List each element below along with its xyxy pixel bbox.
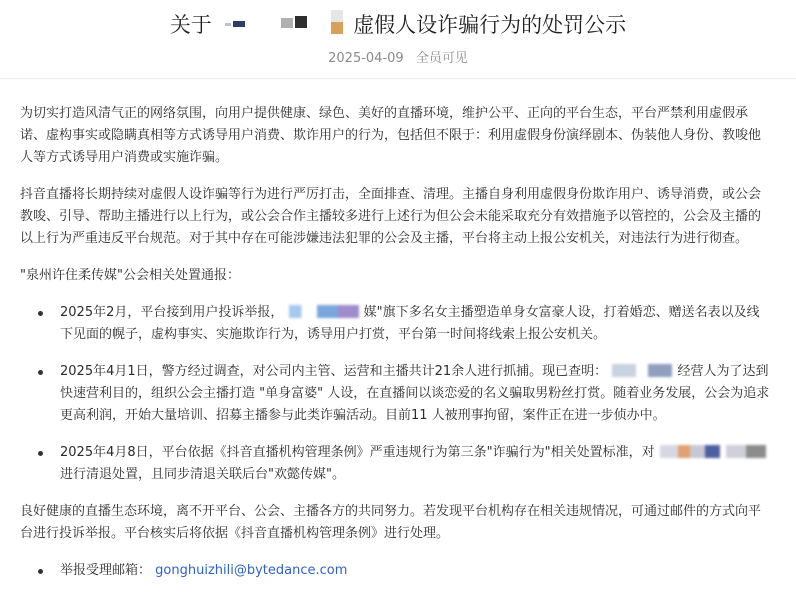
email-label: 举报受理邮箱： — [60, 563, 152, 578]
publish-date: 2025-04-09 — [328, 51, 404, 66]
redacted-name — [726, 445, 766, 458]
bullet-dot — [38, 370, 43, 375]
bullet-dot — [38, 569, 43, 574]
redacted-name — [660, 445, 720, 458]
redacted-name — [289, 305, 359, 318]
article-body — [20, 103, 772, 597]
list-item: 2025年2月，平台接到用户投诉举报， 媒"旗下多名女主播塑造单身女富豪人设，打着婚恋、赠送名表以及线下见面的幌子，虚构事实、实施欺诈行为，诱导用户打赏，平台第一时间将线索上报公安机关。 — [20, 302, 772, 346]
list-item: 2025年4月8日，平台依据《抖音直播机构管理条例》严重违规行为第三条"诈骗行为"相关处置标准，对 进行清退处置，且同步清退关联后台"欢懿传媒"。 — [20, 442, 772, 486]
paragraph-notice-heading: "泉州许住柔传媒"公会相关处置通报： — [20, 268, 240, 283]
visibility-label: 全员可见 — [415, 51, 468, 66]
paragraph-intro: 为切实打造风清气正的网络氛围，向用户提供健康、绿色、美好的直播环境，维护公平、正向的平台生态，平台严禁利用虚假承诺、虚构事实或隐瞒真相等方式诱导用户消费、欺诈用户的行为，包括但不限于：利用虚假身份演绎剧本、伪装他人身份、教唆他人等方式诱导用户消费或实施诈骗。 — [20, 106, 762, 165]
header-divider — [0, 78, 796, 79]
notice-list — [20, 302, 772, 486]
bullet-dot — [38, 451, 43, 456]
paragraph-closing: 良好健康的直播生态环境，离不开平台、公会、主播各方的共同努力。若发现平台机构存在相关违规情况，可通过邮件的方式向平台进行投诉举报。平台核实后将依据《抖音直播机构管理条例》进行处理。 — [20, 504, 762, 541]
title-prefix: 关于 — [169, 13, 212, 37]
article-title — [0, 8, 796, 38]
redacted-name — [612, 364, 672, 377]
paragraph-crackdown: 抖音直播将长期持续对虚假人设诈骗等行为进行严厉打击，全面排查、清理。主播自身利用虚假身份欺诈用户、诱导消费，或公会教唆、引导、帮助主播进行以上行为，或公会合作主播较多进行上述行为但公会未能采取充分有效措施予以管控的，公会及主播的以上行为严重违反平台规范。对于其中存在可能涉嫌违法犯罪的公会及主播，平台将主动上报公安机关，对违法行为进行彻查。 — [20, 187, 762, 246]
list-item: 2025年4月1日，警方经过调查，对公司内主管、运营和主播共计21余人进行抓捕。现已查明： 经营人为了达到快速营利目的，组织公会主播打造 "单身富婆" 人设，在直播间以谈恋爱的名义骗取男粉丝打赏。随着业务发展，公会为追求更高利润，开始大量培训、招募主播参与此类诈骗活动。目前11 人被刑事拘留，案件正在进一步侦办中。 — [20, 361, 772, 427]
title-redaction — [219, 8, 347, 44]
list-item — [20, 560, 772, 582]
title-suffix: 虚假人设诈骗行为的处罚公示 — [353, 13, 627, 37]
article-meta — [0, 47, 796, 66]
contact-list — [20, 560, 772, 582]
report-email-link[interactable]: gonghuizhili@bytedance.com — [155, 563, 348, 578]
bullet-dot — [38, 311, 43, 316]
